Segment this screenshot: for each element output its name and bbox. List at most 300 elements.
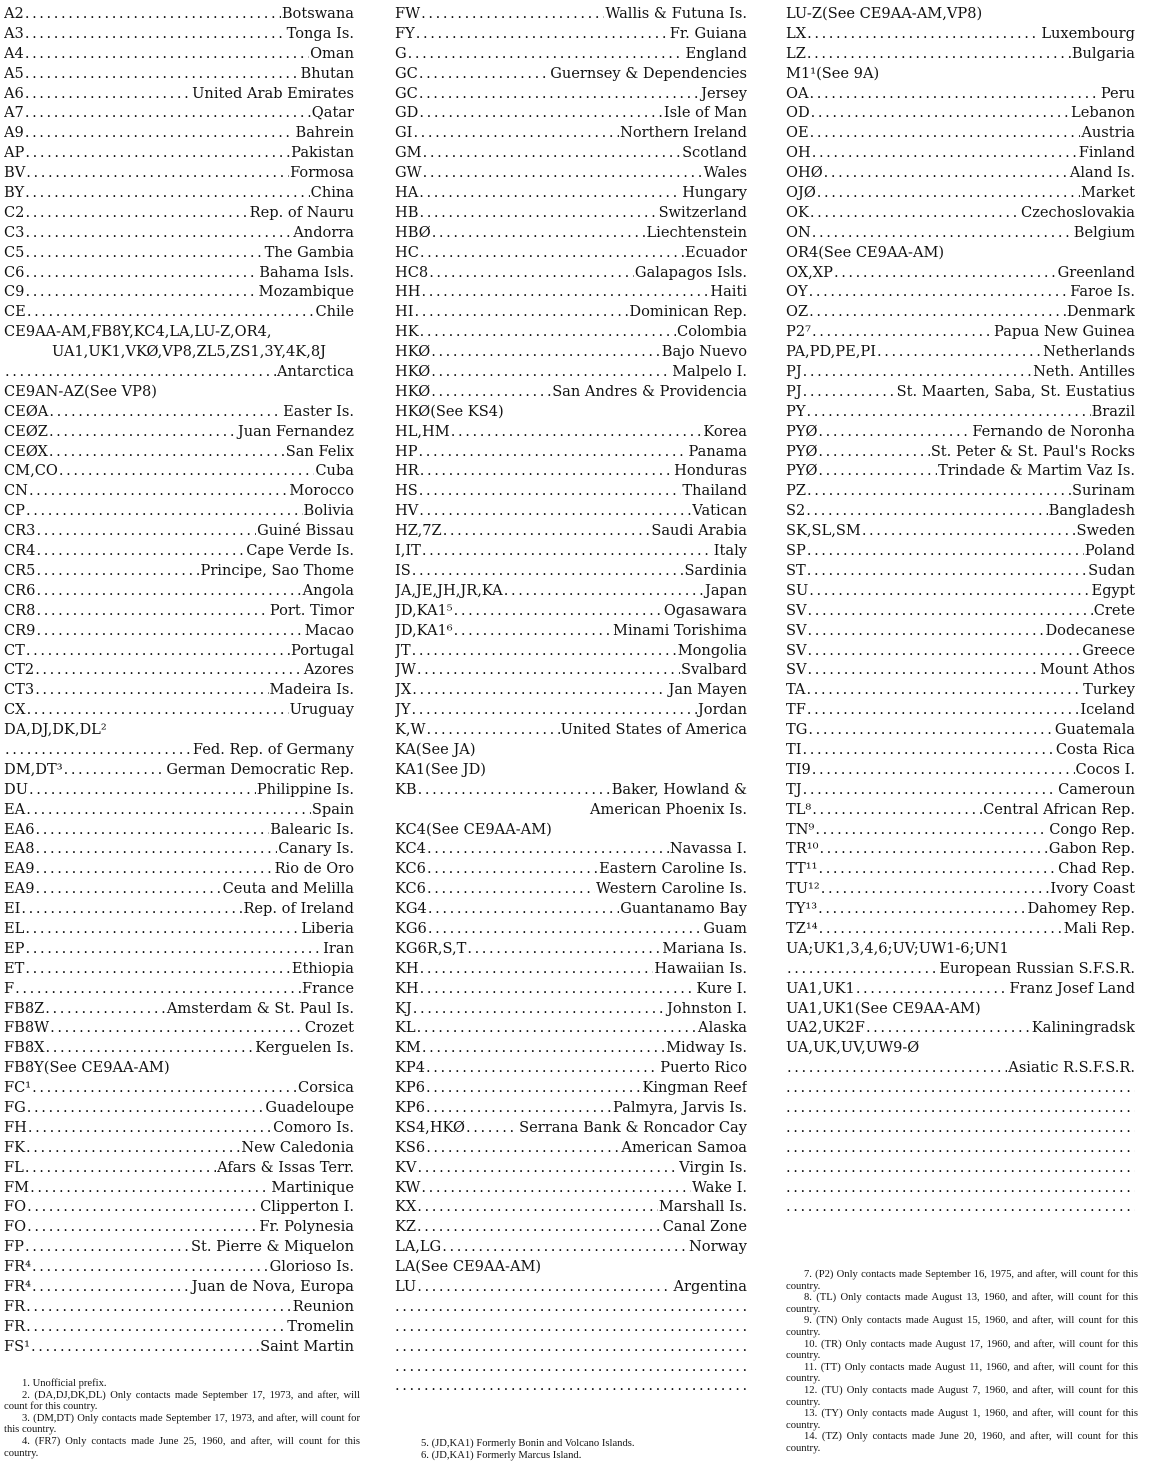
dot-leader bbox=[431, 342, 661, 362]
prefix-entry bbox=[395, 899, 747, 919]
dot-leader bbox=[59, 461, 315, 481]
prefix-entry bbox=[786, 143, 1135, 163]
call-prefix: P2⁷ bbox=[786, 323, 811, 341]
call-prefix: OR4(See CE9AA-AM) bbox=[786, 243, 945, 261]
prefix-entry bbox=[786, 282, 1135, 302]
dot-leader bbox=[866, 1018, 1031, 1038]
footnote: 3. (DM,DT) Only contacts made September 17, 1973, and after, will count for this country. bbox=[4, 1412, 360, 1436]
dot-leader bbox=[26, 163, 289, 183]
prefix-entry bbox=[4, 999, 354, 1019]
call-prefix: G bbox=[395, 44, 407, 62]
call-prefix: JD,KA1⁶ bbox=[395, 621, 453, 639]
prefix-entry bbox=[4, 1158, 354, 1178]
footnote: 14. (TZ) Only contacts made June 20, 1960, and after, will count for this country. bbox=[786, 1431, 1138, 1454]
blank-entry-line bbox=[395, 1297, 747, 1317]
prefix-entry bbox=[786, 760, 1135, 780]
dot-leader bbox=[426, 1098, 612, 1118]
dot-leader bbox=[808, 621, 1045, 641]
country-name: Gabon Rep. bbox=[1048, 840, 1135, 858]
country-name: Guiné Bissau bbox=[257, 522, 354, 540]
country-name: Guam bbox=[703, 919, 747, 937]
dot-leader bbox=[417, 1197, 658, 1217]
country-name: Papua New Guinea bbox=[994, 323, 1135, 341]
prefix-entry bbox=[786, 939, 1135, 959]
dot-leader bbox=[812, 223, 1073, 243]
blank-entry-line bbox=[786, 1098, 1135, 1118]
country-name: Costa Rica bbox=[1055, 740, 1135, 758]
call-prefix: UA;UK1,3,4,6;UV;UW1-6;UN1 bbox=[786, 939, 1009, 957]
prefix-entry bbox=[395, 859, 747, 879]
footnote: 12. (TU) Only contacts made August 7, 1960, and after, will count for this country. bbox=[786, 1384, 1138, 1408]
call-prefix: KA1(See JD) bbox=[395, 760, 486, 778]
call-prefix: CEØA bbox=[4, 402, 49, 420]
prefix-entry bbox=[4, 541, 354, 561]
dot-leader bbox=[821, 879, 1050, 899]
prefix-entry bbox=[4, 302, 354, 322]
prefix-entry bbox=[786, 621, 1135, 641]
country-name: Botswana bbox=[281, 5, 354, 22]
dot-leader bbox=[426, 1138, 620, 1158]
country-name: Finland bbox=[1078, 144, 1135, 162]
prefix-entry bbox=[395, 1078, 747, 1098]
prefix-entry bbox=[4, 621, 354, 641]
prefix-entry bbox=[4, 461, 354, 481]
country-name: Kure I. bbox=[696, 979, 747, 997]
footnotes-column-2 bbox=[395, 1438, 747, 1461]
prefix-entry bbox=[395, 919, 747, 939]
country-name: Asiatic R.S.F.S.R. bbox=[1008, 1059, 1135, 1077]
blank-entry-line bbox=[786, 1197, 1135, 1217]
call-prefix: KC4(See CE9AA-AM) bbox=[395, 820, 552, 838]
prefix-entry bbox=[4, 203, 354, 223]
call-prefix: GI bbox=[395, 124, 413, 142]
call-prefix: TJ bbox=[786, 780, 802, 798]
country-name: Portugal bbox=[291, 641, 354, 659]
prefix-entry bbox=[395, 223, 747, 243]
prefix-entry bbox=[4, 1098, 354, 1118]
country-name: St. Pierre & Miquelon bbox=[191, 1238, 354, 1256]
call-prefix: HK bbox=[395, 323, 419, 341]
country-name: China bbox=[310, 184, 354, 202]
prefix-entry bbox=[4, 720, 354, 740]
prefix-entry bbox=[395, 501, 747, 521]
call-prefix: GC bbox=[395, 84, 418, 102]
country-name: Midway Is. bbox=[666, 1039, 747, 1057]
call-prefix: EA8 bbox=[4, 840, 35, 858]
dot-leader bbox=[419, 481, 682, 501]
prefix-entry bbox=[786, 442, 1135, 462]
dot-leader bbox=[818, 422, 971, 442]
dot-leader bbox=[818, 442, 929, 462]
prefix-entry bbox=[4, 680, 354, 700]
call-prefix: CM,CO bbox=[4, 462, 58, 480]
prefix-entry bbox=[4, 700, 354, 720]
call-prefix: TZ¹⁴ bbox=[786, 919, 818, 937]
dot-leader bbox=[36, 621, 303, 641]
country-name: Port. Timor bbox=[269, 601, 354, 619]
prefix-entry bbox=[395, 84, 747, 104]
dot-leader bbox=[818, 859, 1057, 879]
call-prefix: PY bbox=[786, 402, 806, 420]
call-prefix: KS6 bbox=[395, 1138, 426, 1156]
footnotes-column-1 bbox=[4, 1378, 360, 1459]
call-prefix: KH bbox=[395, 979, 419, 997]
prefix-entry bbox=[786, 382, 1135, 402]
prefix-entry bbox=[4, 939, 354, 959]
country-name: Juan de Nova, Europa bbox=[191, 1278, 354, 1295]
country-name: Panama bbox=[688, 442, 747, 460]
call-prefix: HI bbox=[395, 303, 414, 321]
prefix-entry bbox=[786, 899, 1135, 919]
prefix-entry bbox=[4, 919, 354, 939]
dot-leader bbox=[415, 302, 629, 322]
prefix-entry bbox=[786, 820, 1135, 840]
dot-leader bbox=[426, 1078, 641, 1098]
country-name: Spain bbox=[311, 800, 354, 818]
country-name: Antarctica bbox=[276, 363, 354, 381]
footnote: 6. (JD,KA1) Formerly Marcus Island. bbox=[421, 1449, 582, 1461]
call-prefix: SV bbox=[786, 601, 807, 619]
country-name: Market bbox=[1081, 184, 1135, 202]
call-prefix: CT bbox=[4, 641, 25, 659]
prefix-entry bbox=[395, 720, 747, 740]
prefix-entry bbox=[4, 4, 354, 24]
dot-leader bbox=[427, 839, 669, 859]
call-prefix: KB bbox=[395, 780, 417, 798]
call-prefix: JT bbox=[395, 641, 411, 659]
call-prefix: SV bbox=[786, 641, 807, 659]
dot-leader bbox=[25, 183, 310, 203]
call-prefix: HKØ bbox=[395, 343, 431, 361]
call-prefix: OE bbox=[786, 124, 809, 142]
call-prefix: KA(See JA) bbox=[395, 740, 476, 758]
prefix-entry bbox=[4, 879, 354, 899]
country-name: Jordan bbox=[697, 701, 747, 719]
country-name: Sweden bbox=[1076, 522, 1135, 540]
country-name: Wales bbox=[703, 164, 747, 182]
country-name: American Samoa bbox=[621, 1138, 747, 1156]
country-name: Kerguelen Is. bbox=[255, 1039, 354, 1057]
dot-leader bbox=[818, 461, 937, 481]
dot-leader bbox=[812, 322, 993, 342]
prefix-entry bbox=[4, 362, 354, 382]
dot-leader bbox=[806, 501, 1047, 521]
prefix-entry bbox=[395, 143, 747, 163]
prefix-entry bbox=[4, 800, 354, 820]
call-prefix: HV bbox=[395, 502, 419, 520]
call-prefix: HKØ(See KS4) bbox=[395, 402, 504, 420]
dot-leader bbox=[810, 123, 1081, 143]
call-prefix: KP6 bbox=[395, 1098, 426, 1116]
dot-leader bbox=[25, 959, 291, 979]
prefix-entry bbox=[4, 402, 354, 422]
dot-leader bbox=[432, 223, 646, 243]
dot-leader bbox=[809, 302, 1066, 322]
call-prefix: BV bbox=[4, 164, 26, 182]
country-name: Japan bbox=[705, 581, 747, 599]
call-prefix: HA bbox=[395, 184, 419, 202]
country-name: Ethiopia bbox=[291, 959, 354, 977]
dot-leader bbox=[25, 243, 263, 263]
prefix-entry bbox=[395, 999, 747, 1019]
country-name: Bahrein bbox=[295, 124, 354, 142]
call-prefix: KV bbox=[395, 1158, 417, 1176]
country-name: Serrana Bank & Roncador Cay bbox=[519, 1118, 747, 1136]
dot-leader bbox=[35, 839, 277, 859]
prefix-entry bbox=[786, 422, 1135, 442]
dot-leader bbox=[408, 44, 685, 64]
country-name: Ecuador bbox=[684, 243, 747, 261]
call-prefix: HBØ bbox=[395, 223, 431, 241]
prefix-entry bbox=[4, 601, 354, 621]
dot-leader bbox=[36, 581, 301, 601]
dot-leader bbox=[862, 521, 1076, 541]
prefix-entry bbox=[786, 84, 1135, 104]
country-name: San Andres & Providencia bbox=[552, 382, 747, 400]
dot-leader bbox=[786, 1118, 1135, 1138]
call-prefix: FS¹ bbox=[4, 1337, 30, 1355]
country-name: Wallis & Futuna Is. bbox=[605, 5, 747, 22]
dot-leader bbox=[25, 1158, 216, 1178]
dot-leader bbox=[812, 143, 1078, 163]
dot-leader bbox=[856, 979, 1009, 999]
dot-leader bbox=[809, 282, 1070, 302]
call-prefix: UA2,UK2F bbox=[786, 1019, 865, 1037]
prefix-entry bbox=[395, 302, 747, 322]
call-prefix: KP4 bbox=[395, 1059, 426, 1077]
dot-leader bbox=[25, 44, 309, 64]
call-prefix: EA6 bbox=[4, 820, 35, 838]
country-name: Korea bbox=[703, 422, 747, 440]
call-prefix: GM bbox=[395, 144, 422, 162]
prefix-entry bbox=[4, 1197, 354, 1217]
call-prefix: TY¹³ bbox=[786, 900, 818, 918]
prefix-entry bbox=[4, 382, 354, 402]
call-prefix: TI9 bbox=[786, 760, 811, 778]
dot-leader bbox=[786, 1197, 1135, 1217]
prefix-entry bbox=[4, 859, 354, 879]
footnote: 2. (DA,DJ,DK,DL) Only contacts made September 17, 1973, and after, will count for this country. bbox=[4, 1389, 360, 1413]
prefix-entry bbox=[786, 740, 1135, 760]
prefix-entry bbox=[786, 302, 1135, 322]
call-prefix: KS4,HKØ bbox=[395, 1118, 466, 1136]
call-prefix: UA1,UK1,VKØ,VP8,ZL5,ZS1,3Y,4K,8J bbox=[52, 343, 326, 361]
prefix-entry bbox=[4, 322, 354, 342]
call-prefix: OA bbox=[786, 84, 809, 102]
call-prefix: LU-Z(See CE9AA-AM,VP8) bbox=[786, 5, 983, 22]
dot-leader bbox=[420, 243, 684, 263]
dot-leader bbox=[419, 64, 549, 84]
prefix-entry bbox=[4, 84, 354, 104]
prefix-entry bbox=[4, 899, 354, 919]
prefix-entry bbox=[4, 1257, 354, 1277]
call-prefix: HZ,7Z bbox=[395, 522, 442, 540]
dot-leader bbox=[467, 939, 661, 959]
country-name: Franz Josef Land bbox=[1009, 979, 1135, 997]
dot-leader bbox=[419, 84, 700, 104]
country-name: Puerto Rico bbox=[660, 1059, 747, 1077]
dot-leader bbox=[834, 263, 1057, 283]
country-name: Macao bbox=[304, 621, 354, 639]
country-name: Egypt bbox=[1091, 581, 1135, 599]
dot-leader bbox=[49, 442, 285, 462]
prefix-entry bbox=[395, 641, 747, 661]
country-name: Tromelin bbox=[287, 1317, 354, 1335]
dot-leader bbox=[807, 481, 1071, 501]
dot-leader bbox=[417, 1018, 697, 1038]
prefix-entry bbox=[786, 481, 1135, 501]
dot-leader bbox=[49, 422, 237, 442]
call-prefix: GW bbox=[395, 164, 422, 182]
dot-leader bbox=[420, 461, 673, 481]
dot-leader bbox=[787, 959, 938, 979]
dot-leader bbox=[395, 1357, 747, 1377]
call-prefix: A4 bbox=[4, 44, 24, 62]
prefix-entry bbox=[786, 1018, 1135, 1038]
dot-leader bbox=[27, 1098, 265, 1118]
prefix-entry bbox=[395, 820, 747, 840]
country-name: Philippine Is. bbox=[256, 780, 354, 798]
footnote: 10. (TR) Only contacts made August 17, 1960, and after, will count for this country. bbox=[786, 1338, 1138, 1362]
dot-leader bbox=[417, 1217, 662, 1237]
call-prefix: A3 bbox=[4, 24, 24, 42]
country-name: Cocos I. bbox=[1075, 760, 1135, 778]
dot-leader bbox=[25, 84, 191, 104]
dot-leader bbox=[419, 442, 688, 462]
dot-leader bbox=[806, 680, 1082, 700]
dot-leader bbox=[504, 581, 704, 601]
call-prefix: CR3 bbox=[4, 522, 36, 540]
call-prefix: KM bbox=[395, 1039, 421, 1057]
country-name: Uruguay bbox=[289, 701, 354, 719]
dot-leader bbox=[808, 660, 1040, 680]
prefix-entry bbox=[786, 4, 1135, 24]
dot-leader bbox=[413, 123, 619, 143]
prefix-entry bbox=[4, 103, 354, 123]
call-prefix: CX bbox=[4, 701, 26, 719]
prefix-entry bbox=[786, 243, 1135, 263]
prefix-entry bbox=[4, 740, 354, 760]
dot-leader bbox=[811, 103, 1070, 123]
country-name: Oman bbox=[310, 44, 354, 62]
dot-leader bbox=[32, 1257, 269, 1277]
dot-leader bbox=[454, 621, 612, 641]
call-prefix: CE bbox=[4, 303, 26, 321]
blank-entry-line bbox=[786, 1158, 1135, 1178]
country-name: Bulgaria bbox=[1071, 44, 1135, 62]
dot-leader bbox=[26, 1138, 240, 1158]
call-prefix: FL bbox=[4, 1158, 24, 1176]
prefix-entry bbox=[395, 24, 747, 44]
dot-leader bbox=[803, 362, 1032, 382]
country-name: San Felix bbox=[285, 442, 354, 460]
call-prefix: DA,DJ,DK,DL² bbox=[4, 721, 107, 739]
call-prefix: KC4 bbox=[395, 840, 426, 858]
prefix-entry bbox=[4, 521, 354, 541]
prefix-entry bbox=[4, 123, 354, 143]
prefix-entry bbox=[786, 641, 1135, 661]
prefix-entry bbox=[395, 839, 747, 859]
prefix-entry bbox=[786, 919, 1135, 939]
country-name: Dahomey Rep. bbox=[1027, 900, 1135, 918]
dot-leader bbox=[36, 541, 245, 561]
prefix-entry bbox=[4, 820, 354, 840]
dot-leader bbox=[451, 422, 703, 442]
dot-leader bbox=[807, 541, 1084, 561]
call-prefix: FO bbox=[4, 1198, 27, 1216]
dot-leader bbox=[25, 263, 258, 283]
call-prefix: TT¹¹ bbox=[786, 860, 818, 878]
prefix-entry bbox=[395, 442, 747, 462]
call-prefix: FR bbox=[4, 1317, 26, 1335]
prefix-entry bbox=[4, 561, 354, 581]
prefix-column-2 bbox=[395, 4, 747, 1396]
country-name: Scotland bbox=[682, 144, 747, 162]
call-prefix: LA,LG bbox=[395, 1238, 442, 1256]
prefix-entry bbox=[786, 263, 1135, 283]
prefix-entry bbox=[395, 44, 747, 64]
prefix-entry bbox=[4, 1118, 354, 1138]
dot-leader bbox=[413, 999, 666, 1019]
country-name: Colombia bbox=[677, 323, 747, 341]
call-prefix: PZ bbox=[786, 482, 806, 500]
country-name: Canary Is. bbox=[278, 840, 354, 858]
country-name: Greenland bbox=[1057, 263, 1135, 281]
country-name: Glorioso Is. bbox=[269, 1258, 354, 1276]
prefix-entry bbox=[4, 183, 354, 203]
call-prefix: KG4 bbox=[395, 900, 427, 918]
dot-leader bbox=[418, 780, 611, 800]
prefix-entry bbox=[4, 1337, 354, 1357]
call-prefix: LA(See CE9AA-AM) bbox=[395, 1258, 542, 1276]
country-name: Comoro Is. bbox=[273, 1118, 354, 1136]
country-name: Liberia bbox=[301, 919, 354, 937]
dot-leader bbox=[412, 641, 677, 661]
call-prefix: HB bbox=[395, 203, 419, 221]
prefix-entry bbox=[4, 1018, 354, 1038]
country-name: Iceland bbox=[1080, 701, 1135, 719]
country-name: Fr. Polynesia bbox=[259, 1218, 354, 1236]
country-name: Virgin Is. bbox=[679, 1158, 747, 1176]
dot-leader bbox=[45, 999, 166, 1019]
dot-leader bbox=[395, 1337, 747, 1357]
prefix-entry bbox=[4, 24, 354, 44]
country-name: Rio de Oro bbox=[274, 860, 354, 878]
country-name: Marshall Is. bbox=[658, 1198, 747, 1216]
dot-leader bbox=[806, 402, 1090, 422]
country-name: Corsica bbox=[298, 1079, 354, 1097]
country-name: St. Peter & St. Paul's Rocks bbox=[930, 442, 1135, 460]
call-prefix: BY bbox=[4, 184, 25, 202]
call-prefix: ST bbox=[786, 561, 806, 579]
dot-leader bbox=[46, 1038, 255, 1058]
footnote: 11. (TT) Only contacts made August 11, 1960, and after, will count for this country. bbox=[786, 1361, 1138, 1385]
country-name: Greece bbox=[1082, 641, 1135, 659]
prefix-entry bbox=[4, 481, 354, 501]
prefix-entry bbox=[395, 183, 747, 203]
dot-leader bbox=[466, 1118, 518, 1138]
country-name: Cuba bbox=[315, 462, 354, 480]
dot-leader bbox=[422, 541, 713, 561]
call-prefix: FM bbox=[4, 1178, 30, 1196]
prefix-entry bbox=[395, 561, 747, 581]
prefix-entry bbox=[786, 680, 1135, 700]
call-prefix: HC8 bbox=[395, 263, 429, 281]
country-name: Amsterdam & St. Paul Is. bbox=[166, 999, 354, 1017]
dot-leader bbox=[426, 1058, 659, 1078]
dot-leader bbox=[28, 1118, 272, 1138]
country-name: Crozet bbox=[304, 1019, 354, 1037]
